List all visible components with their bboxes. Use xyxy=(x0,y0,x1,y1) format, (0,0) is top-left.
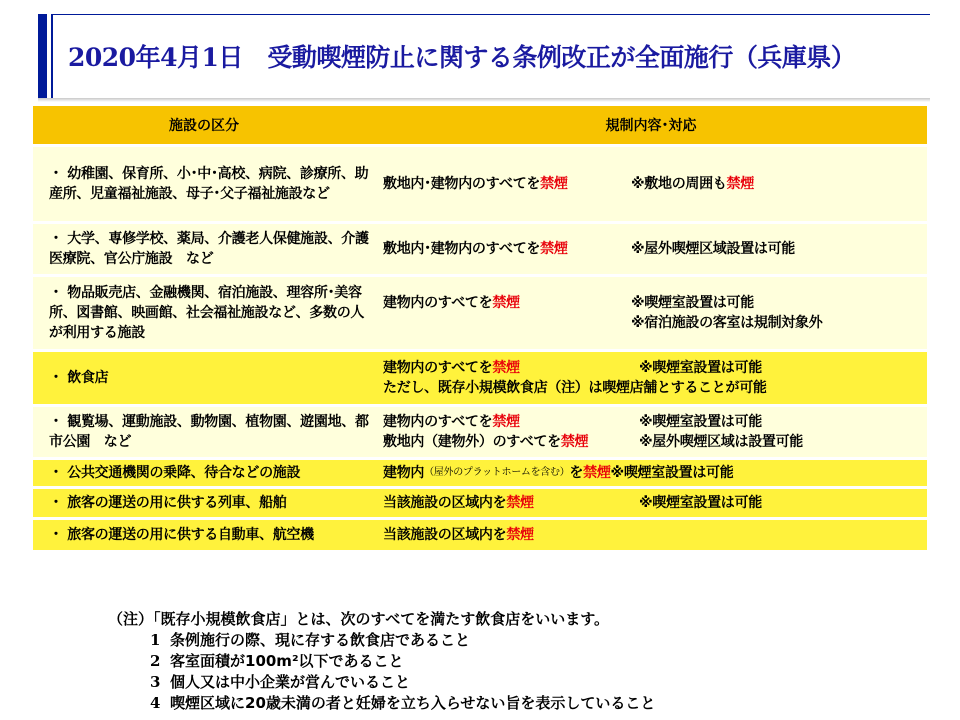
regulation-main xyxy=(383,174,631,194)
table-row xyxy=(33,489,927,517)
note-number: 2 xyxy=(150,652,161,670)
note-text: ※屋外喫煙区域設置は可能 xyxy=(631,241,796,257)
ban-label: 禁煙 xyxy=(540,176,568,192)
note-text: ※宿泊施設の客室は規制対象外 xyxy=(631,315,823,331)
note-text: ※喫煙室設置は可能 xyxy=(639,360,762,376)
regulation-text: 建物内のすべてを xyxy=(383,414,493,430)
regulation-note xyxy=(631,412,762,432)
note-text: 個人又は中小企業が営んでいること xyxy=(170,673,411,691)
regulation-line xyxy=(383,378,923,398)
regulation-note xyxy=(631,432,803,452)
regulation-table xyxy=(33,106,927,550)
note-text: ※屋外喫煙区域は設置可能 xyxy=(639,434,804,450)
regulation-cell xyxy=(375,352,927,404)
regulation-text: 敷地内（建物外）のすべてを xyxy=(383,434,561,450)
table-row xyxy=(33,352,927,404)
regulation-text: 建物内のすべてを xyxy=(383,295,493,311)
regulation-line xyxy=(383,525,923,545)
regulation-main xyxy=(383,293,631,313)
note-text: ※喫煙室設置は可能 xyxy=(631,295,754,311)
table-row xyxy=(33,224,927,274)
regulation-text: 当該施設の区域内を xyxy=(383,495,507,511)
title-bar xyxy=(38,14,930,98)
note-ban-label: 禁煙 xyxy=(726,176,754,192)
regulation-note xyxy=(631,358,762,378)
table-row xyxy=(33,407,927,457)
table-row xyxy=(33,277,927,349)
regulation-main xyxy=(383,313,631,333)
regulation-text: 敷地内･建物内のすべてを xyxy=(383,241,541,257)
regulation-cell xyxy=(375,147,927,221)
regulation-main xyxy=(383,239,631,259)
regulation-text: 建物内 xyxy=(383,465,425,481)
ban-label: 禁煙 xyxy=(492,295,520,311)
regulation-note xyxy=(631,313,822,333)
regulation-line xyxy=(383,174,923,194)
table-row xyxy=(33,460,927,486)
note-text: 喫煙区域に20歳未満の者と妊婦を立ち入らせない旨を表示していること xyxy=(170,694,656,712)
regulation-text: 敷地内･建物内のすべてを xyxy=(383,176,541,192)
title-accent-line xyxy=(51,14,53,98)
regulation-main xyxy=(383,432,631,452)
regulation-text: を xyxy=(569,465,584,481)
regulation-line xyxy=(383,239,923,259)
note-text: ※喫煙室設置は可能 xyxy=(639,414,762,430)
header-facility: 施設の区分 xyxy=(33,106,375,144)
title-top-rule xyxy=(53,14,930,15)
regulation-cell xyxy=(375,460,927,486)
facility-cell: ・ 旅客の運送の用に供する自動車、航空機 xyxy=(33,520,375,550)
facility-cell: ・ 旅客の運送の用に供する列車、船舶 xyxy=(33,489,375,517)
regulation-note xyxy=(631,293,754,313)
ban-label: 禁煙 xyxy=(540,241,568,257)
note-number: 4 xyxy=(150,694,161,712)
facility-cell: ・ 飲食店 xyxy=(33,352,375,404)
facility-cell: ・ 物品販売店、金融機関、宿泊施設、理容所･美容所、図書館、映画館、社会福祉施設など、多数の人が利用する施設 xyxy=(33,277,375,349)
page-title: 2020年4月1日 受動喫煙防止に関する条例改正が全面施行（兵庫県） xyxy=(68,43,856,72)
note-item xyxy=(108,693,655,714)
note-text: ※敷地の周囲も xyxy=(631,176,727,192)
notes-list xyxy=(108,630,655,714)
regulation-main xyxy=(383,493,631,513)
regulation-note xyxy=(631,493,762,513)
regulation-cell xyxy=(375,407,927,457)
regulation-line xyxy=(383,313,923,333)
regulation-text: ただし、既存小規模飲食店（注）は喫煙店舗とすることが可能 xyxy=(383,380,767,396)
regulation-line xyxy=(383,293,923,313)
ban-label: 禁煙 xyxy=(560,434,589,450)
title-shadow xyxy=(38,98,930,102)
ban-label: 禁煙 xyxy=(492,360,520,376)
note-number: 1 xyxy=(150,631,161,649)
table-row xyxy=(33,147,927,221)
regulation-line xyxy=(383,358,923,378)
regulation-cell xyxy=(375,277,927,349)
table-row xyxy=(33,520,927,550)
facility-cell: ・ 観覧場、運動施設、動物園、植物園、遊園地、都市公園 など xyxy=(33,407,375,457)
regulation-cell xyxy=(375,520,927,550)
ban-label: 禁煙 xyxy=(506,527,534,543)
regulation-cell xyxy=(375,224,927,274)
notes-heading: （注）「既存小規模飲食店」とは、次のすべてを満たす飲食店をいいます。 xyxy=(108,610,610,628)
notes-section xyxy=(108,609,655,714)
note-text: 客室面積が100m²以下であること xyxy=(170,652,404,670)
regulation-line xyxy=(383,463,923,483)
regulation-note xyxy=(631,239,795,259)
regulation-main xyxy=(383,358,631,378)
note-item xyxy=(108,651,655,672)
regulation-line xyxy=(383,432,923,452)
regulation-note xyxy=(631,525,639,545)
header-regulation: 規制内容･対応 xyxy=(375,106,927,144)
note-text: 条例施行の際、現に存する飲食店であること xyxy=(170,631,471,649)
regulation-line xyxy=(383,412,923,432)
ban-label: 禁煙 xyxy=(492,414,520,430)
note-item xyxy=(108,672,655,693)
regulation-cell xyxy=(375,489,927,517)
facility-cell: ・ 幼稚園、保育所、小･中･高校、病院、診療所、助産所、児童福祉施設、母子･父子福祉施設など xyxy=(33,147,375,221)
note-text: ※喫煙室設置は可能 xyxy=(639,495,762,511)
facility-cell: ・ 公共交通機関の乗降、待合などの施設 xyxy=(33,460,375,486)
ban-label: 禁煙 xyxy=(506,495,534,511)
regulation-sub-text: （屋外のプラットホームを含む） xyxy=(424,467,570,478)
ban-label: 禁煙 xyxy=(583,465,611,481)
regulation-main xyxy=(383,412,631,432)
table-header-row xyxy=(33,106,927,144)
regulation-note xyxy=(631,174,754,194)
regulation-text: 当該施設の区域内を xyxy=(383,527,507,543)
table-body xyxy=(33,144,927,550)
regulation-main xyxy=(383,525,631,545)
regulation-line xyxy=(383,493,923,513)
regulation-note: ※喫煙室設置は可能 xyxy=(610,465,734,481)
title-accent-bar xyxy=(38,14,47,98)
regulation-text: 建物内のすべてを xyxy=(383,360,493,376)
note-number: 3 xyxy=(150,673,161,691)
facility-cell: ・ 大学、専修学校、薬局、介護老人保健施設、介護医療院、官公庁施設 など xyxy=(33,224,375,274)
note-item xyxy=(108,630,655,651)
